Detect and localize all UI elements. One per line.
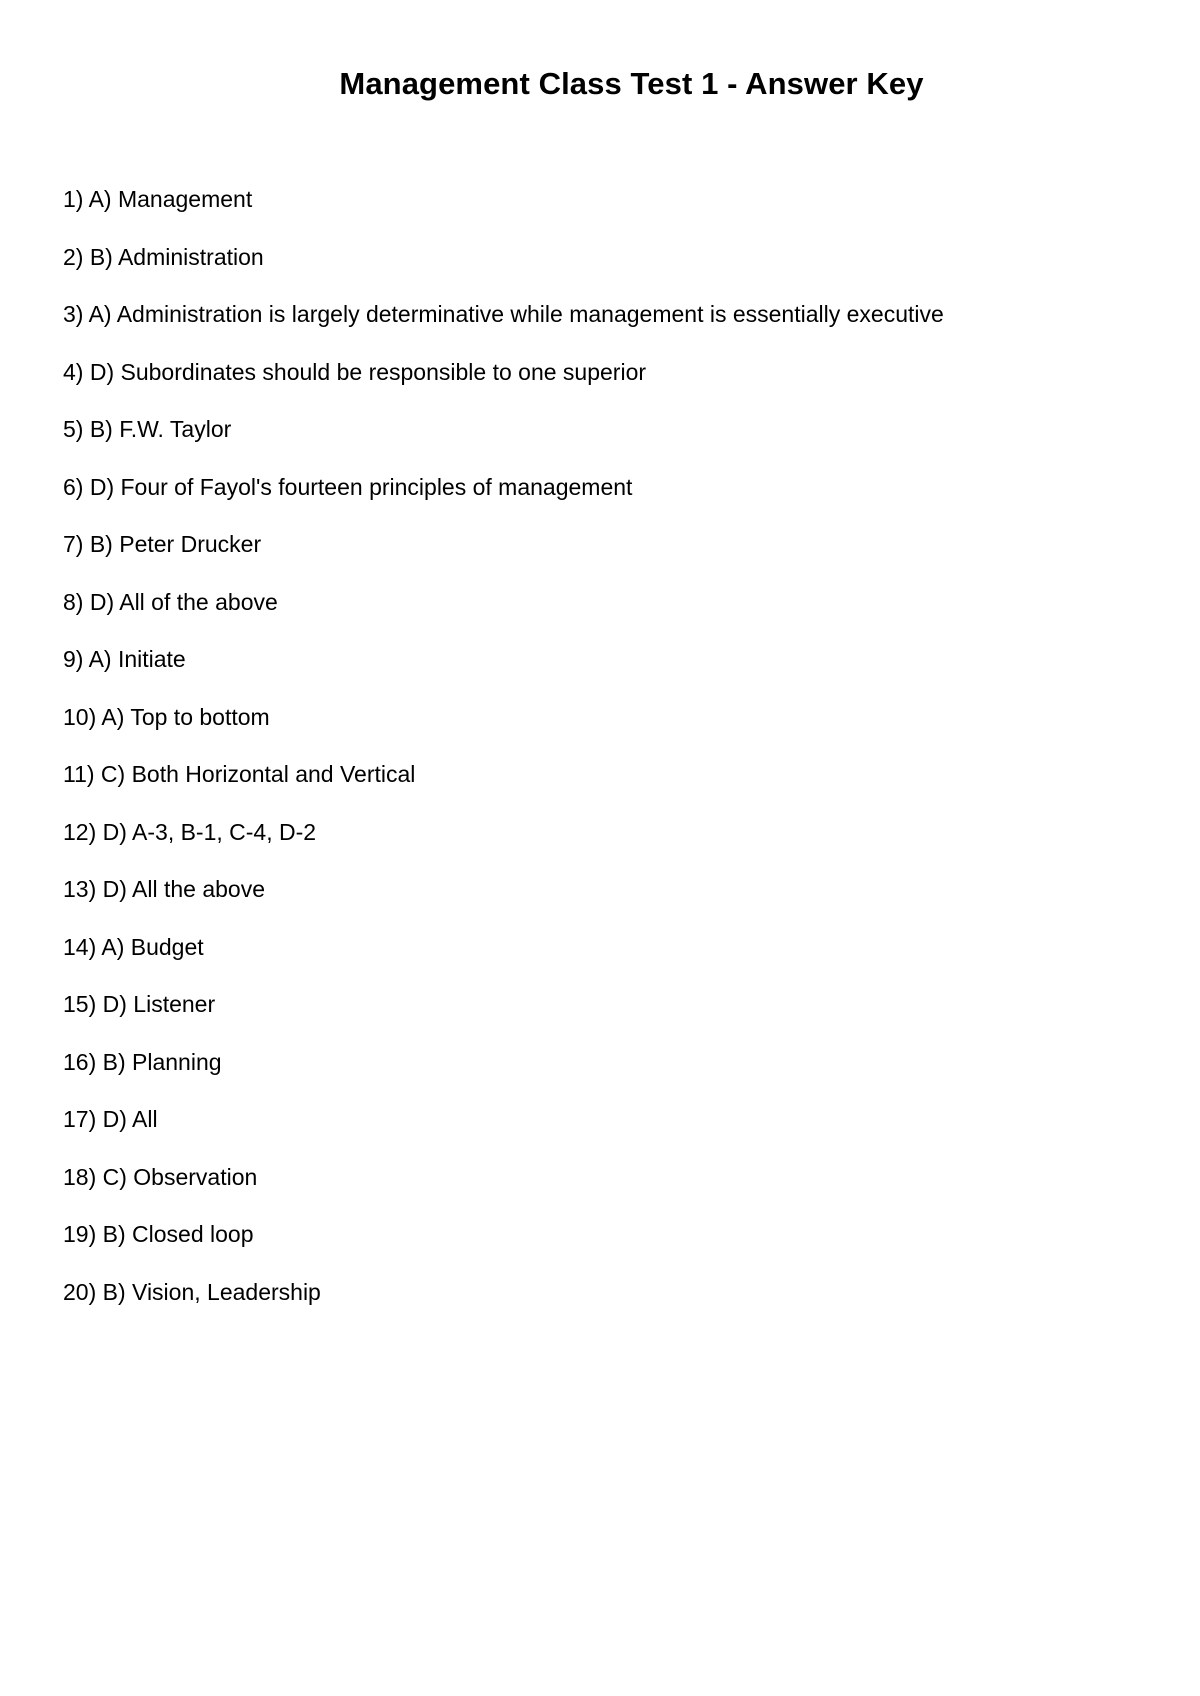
answer-item: 20) B) Vision, Leadership	[63, 1278, 321, 1305]
answer-item: 14) A) Budget	[63, 933, 204, 960]
answer-item: 11) C) Both Horizontal and Vertical	[63, 761, 416, 787]
answer-item: 9) A) Initiate	[63, 646, 186, 672]
answer-item: 6) D) Four of Fayol's fourteen principles of management	[63, 473, 633, 500]
answer-item: 18) C) Observation	[63, 1163, 258, 1190]
answer-item: 15) D) Listener	[63, 991, 216, 1017]
answer-item: 10) A) Top to bottom	[63, 703, 270, 730]
answer-item: 7) B) Peter Drucker	[63, 531, 262, 557]
answer-item: 19) B) Closed loop	[63, 1221, 254, 1247]
answer-item: 1) A) Management	[63, 186, 253, 212]
document-title: Management Class Test 1 - Answer Key	[339, 66, 924, 101]
answer-item: 12) D) A-3, B-1, C-4, D-2	[63, 818, 317, 845]
answer-list	[63, 186, 944, 1336]
answer-item: 5) B) F.W. Taylor	[63, 416, 232, 442]
answer-item: 4) D) Subordinates should be responsible to one superior	[63, 358, 647, 385]
answer-item: 17) D) All	[63, 1106, 158, 1132]
answer-item: 16) B) Planning	[63, 1048, 222, 1075]
answer-item: 3) A) Administration is largely determinative while management is essentially executive	[63, 301, 944, 327]
answer-item: 8) D) All of the above	[63, 588, 278, 615]
answer-item: 13) D) All the above	[63, 876, 266, 902]
answer-item: 2) B) Administration	[63, 243, 264, 270]
